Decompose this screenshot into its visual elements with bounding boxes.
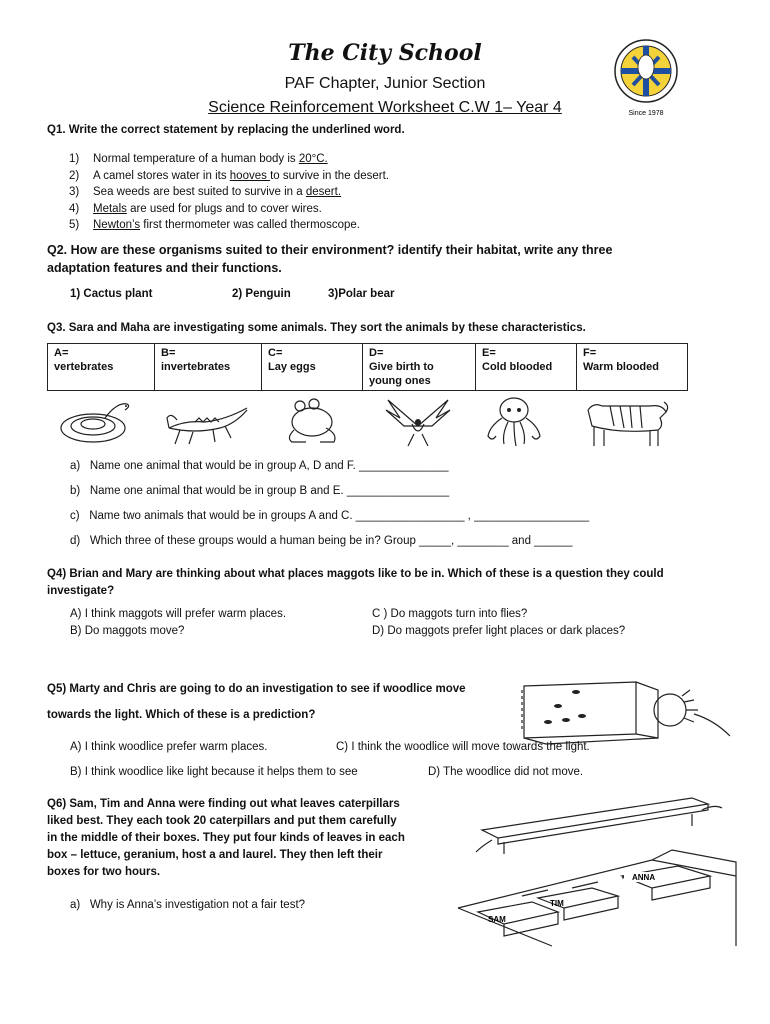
list-item: 2) A camel stores water in its hooves to survive in the desert. xyxy=(69,169,389,182)
q4-option-d: D) Do maggots prefer light places or dark places? xyxy=(372,625,626,637)
q4-option-c: C ) Do maggots turn into flies? xyxy=(372,608,528,620)
group-cell: F= Warm blooded xyxy=(577,344,688,391)
woodlice-experiment-figure xyxy=(518,676,738,746)
group-cell: C= Lay eggs xyxy=(262,344,363,391)
q6-line2: liked best. They each took 20 caterpillars and put them carefully xyxy=(47,815,397,827)
q5-option-c: C) I think the woodlice will move towards the light. xyxy=(336,741,590,753)
caterpillar-boxes-figure xyxy=(452,796,742,948)
q3-question-b: b) Name one animal that would be in group B and E. ________________ xyxy=(70,485,450,497)
school-logo xyxy=(613,37,679,121)
list-item: 5) Newton’s first thermometer was called thermoscope. xyxy=(69,219,360,231)
q3-question-a: a) Name one animal that would be in group A, D and F. ______________ xyxy=(70,460,449,472)
q1-list xyxy=(47,151,667,234)
q5-option-b: B) I think woodlice like light because it helps them to see xyxy=(70,766,358,778)
groups-table xyxy=(47,343,688,391)
snake-icon xyxy=(55,396,135,446)
q5-option-d: D) The woodlice did not move. xyxy=(428,766,584,778)
worksheet-title: Science Reinforcement Worksheet C.W 1– Year 4 xyxy=(208,99,562,116)
q6-line1: Q6) Sam, Tim and Anna were finding out what leaves caterpillars xyxy=(47,798,400,810)
svg-text:Since 1978: Since 1978 xyxy=(628,110,664,117)
q3-question-d: d) Which three of these groups would a human being be in? Group _____, ________ and ______ xyxy=(70,535,573,547)
q4-option-a: A) I think maggots will prefer warm places. xyxy=(70,608,287,620)
octopus-icon xyxy=(484,396,544,448)
list-item: 4) Metals are used for plugs and to cover wires. xyxy=(69,202,322,215)
q2-title-line1: Q2. How are these organisms suited to their environment? identify their habitat, write any three xyxy=(47,243,613,257)
group-cell: E= Cold blooded xyxy=(476,344,577,391)
q5-option-a: A) I think woodlice prefer warm places. xyxy=(70,741,268,753)
list-item: 3) Sea weeds are best suited to survive in a desert. xyxy=(69,186,342,198)
q2-option-polar-bear: 3)Polar bear xyxy=(328,288,395,300)
frog-icon xyxy=(282,396,342,444)
q4-title-line1: Q4) Brian and Mary are thinking about what places maggots like to be in. Which of these is a question they could xyxy=(47,568,664,580)
crocodile-icon xyxy=(165,398,250,448)
q6-line5: boxes for two hours. xyxy=(47,866,161,878)
q3-question-c: c) Name two animals that would be in groups A and C. _________________ , __________________ xyxy=(70,510,590,522)
q6-line4: box – lettuce, geranium, host a and laurel. They then left their xyxy=(47,849,383,861)
svg-text:TIM: TIM xyxy=(550,899,564,908)
q4-option-b: B) Do maggots move? xyxy=(70,625,185,637)
school-name: The City School xyxy=(288,40,482,66)
eagle-icon xyxy=(382,396,454,448)
svg-text:ANNA: ANNA xyxy=(632,873,656,882)
group-cell: D= Give birth to young ones xyxy=(363,344,476,391)
group-cell: B= invertebrates xyxy=(155,344,262,391)
group-cell: A= vertebrates xyxy=(48,344,155,391)
q6-question-a: a) Why is Anna’s investigation not a fair test? xyxy=(70,899,306,911)
svg-text:SAM: SAM xyxy=(488,915,506,924)
chapter-name: PAF Chapter, Junior Section xyxy=(284,75,486,92)
q1-title: Q1. Write the correct statement by replacing the underlined word. xyxy=(47,124,405,136)
q2-option-penguin: 2) Penguin xyxy=(232,288,291,300)
q2-title-line2: adaptation features and their functions. xyxy=(47,261,282,275)
q5-title-line1: Q5) Marty and Chris are going to do an investigation to see if woodlice move xyxy=(47,683,466,695)
q4-title-line2: investigate? xyxy=(47,585,115,597)
q5-title-line2: towards the light. Which of these is a prediction? xyxy=(47,709,316,721)
tiger-icon xyxy=(580,396,670,448)
q2-option-cactus: 1) Cactus plant xyxy=(70,288,153,300)
q6-line3: in the middle of their boxes. They put four kinds of leaves in each xyxy=(47,832,405,844)
list-item: 1) Normal temperature of a human body is 20°C. xyxy=(69,153,328,165)
q3-title: Q3. Sara and Maha are investigating some animals. They sort the animals by these characteristics. xyxy=(47,322,586,334)
